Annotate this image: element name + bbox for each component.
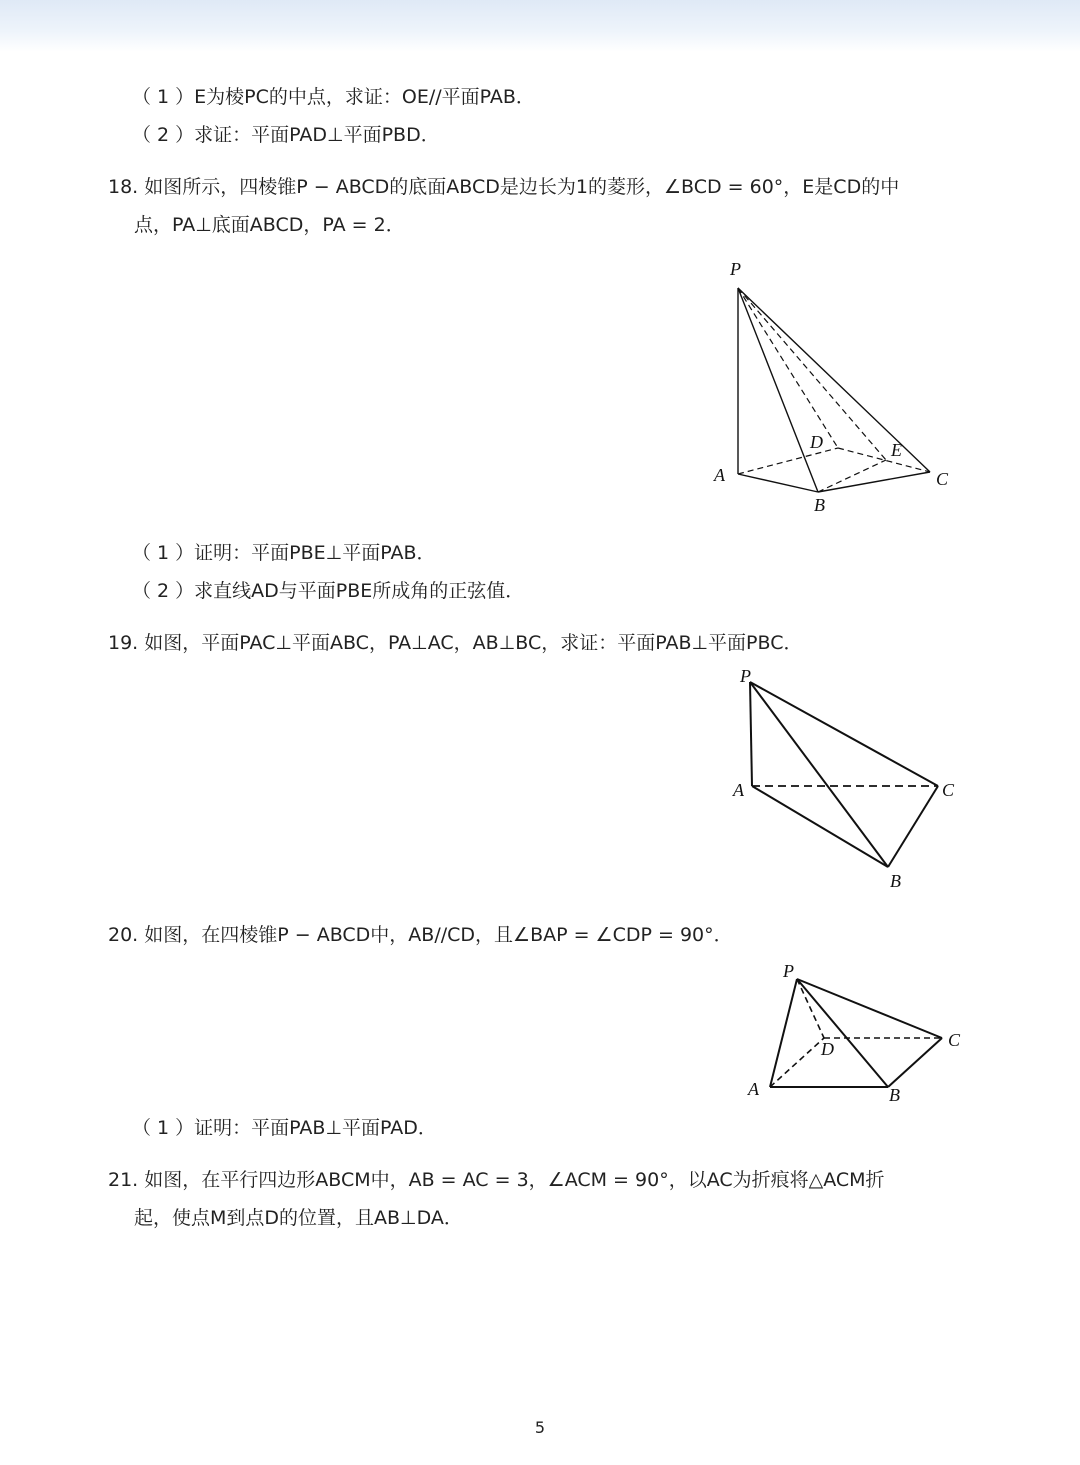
q18-stem-line1: 18. 如图所示，四棱锥P − ABCD的底面ABCD是边长为1的菱形，∠BCD = 60°，E是CD的中 xyxy=(108,176,900,198)
q20-label-b: B xyxy=(889,1085,900,1105)
q18-label-e: E xyxy=(891,440,902,460)
q18-stem-line2: 点，PA⊥底面ABCD，PA = 2． xyxy=(134,214,405,236)
q20-figure-pyramid xyxy=(740,955,980,1110)
page-number: 5 xyxy=(534,1418,546,1437)
q20-label-d: D xyxy=(821,1039,834,1059)
q18-figure-pyramid xyxy=(700,250,970,520)
q20-label-p: P xyxy=(783,961,794,981)
q21-stem-line1: 21. 如图，在平行四边形ABCM中，AB = AC = 3，∠ACM = 90°，以AC为折痕将△ACM折 xyxy=(108,1169,885,1191)
q18-label-b: B xyxy=(814,495,825,515)
q20-stem: 20. 如图，在四棱锥P − ABCD中，AB//CD，且∠BAP = ∠CDP = 90°． xyxy=(108,924,733,946)
q17-part1: （ 1 ）E为棱PC的中点，求证：OE//平面PAB． xyxy=(132,86,535,108)
q18-label-c: C xyxy=(936,469,949,489)
q20-label-c: C xyxy=(948,1030,961,1050)
q18-part2: （ 2 ）求直线AD与平面PBE所成角的正弦值． xyxy=(132,580,525,602)
header-band xyxy=(0,0,1080,52)
q18-label-d: D xyxy=(810,432,823,452)
q20-label-a: A xyxy=(748,1079,759,1099)
q19-figure-tetrahedron xyxy=(720,660,970,895)
q19-label-b: B xyxy=(890,871,901,891)
q18-part1: （ 1 ）证明：平面PBE⊥平面PAB． xyxy=(132,542,436,564)
q17-part2: （ 2 ）求证：平面PAD⊥平面PBD． xyxy=(132,124,440,146)
q19-label-a: A xyxy=(733,780,744,800)
q21-stem-line2: 起，使点M到点D的位置，且AB⊥DA． xyxy=(134,1207,463,1229)
q18-label-a: A xyxy=(714,465,725,485)
q20-part1: （ 1 ）证明：平面PAB⊥平面PAD． xyxy=(132,1117,437,1139)
q19-stem: 19. 如图，平面PAC⊥平面ABC，PA⊥AC，AB⊥BC，求证：平面PAB⊥平面PBC． xyxy=(108,632,803,654)
q19-label-c: C xyxy=(942,780,955,800)
q19-label-p: P xyxy=(740,666,751,686)
q18-label-p: P xyxy=(730,259,741,279)
